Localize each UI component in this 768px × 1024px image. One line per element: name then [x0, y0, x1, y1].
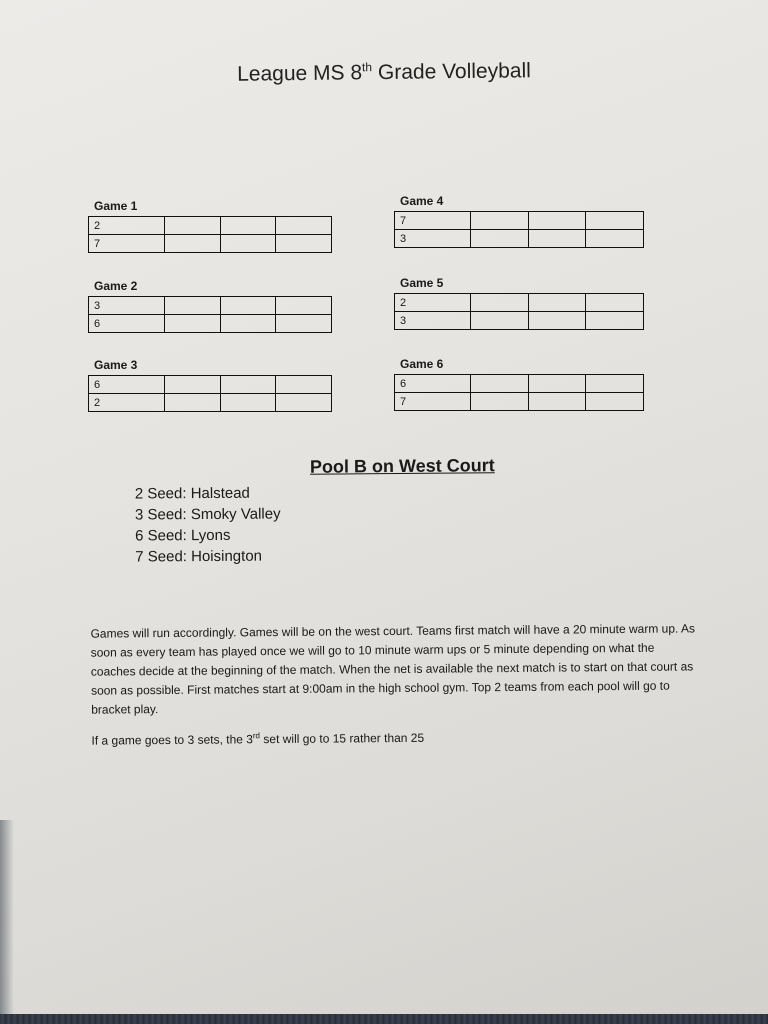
set-score-cell — [586, 230, 644, 248]
seed-list — [135, 482, 281, 567]
seed-item: 6 Seed: Lyons — [135, 526, 231, 545]
set-score-cell — [165, 315, 221, 333]
set-score-cell — [165, 376, 221, 394]
game-label: Game 6 — [400, 357, 444, 371]
set-score-cell — [586, 294, 644, 312]
team-number: 7 — [89, 235, 165, 253]
team-number: 2 — [89, 394, 165, 412]
seed-item: 7 Seed: Hoisington — [135, 547, 263, 566]
set-score-cell — [471, 375, 529, 393]
set-score-cell — [276, 235, 332, 253]
team-row — [395, 294, 644, 312]
third-set-rule — [91, 722, 701, 750]
set-score-cell — [586, 312, 644, 330]
team-number: 7 — [395, 212, 471, 230]
page-title — [0, 55, 768, 89]
game-label: Game 3 — [94, 358, 138, 372]
set-score-cell — [220, 235, 276, 253]
team-row — [89, 315, 332, 333]
page-shadow — [0, 820, 14, 1014]
game-label: Game 1 — [94, 199, 138, 213]
game-2-scorecard — [88, 279, 332, 333]
team-number: 3 — [395, 230, 471, 248]
set-score-cell — [276, 217, 332, 235]
team-number: 3 — [395, 312, 471, 330]
team-row — [89, 217, 332, 235]
score-table — [394, 374, 644, 411]
background-carpet — [0, 1014, 768, 1024]
set-score-cell — [471, 312, 529, 330]
set-score-cell — [528, 312, 586, 330]
team-row — [395, 312, 644, 330]
set-score-cell — [220, 394, 276, 412]
team-row — [395, 393, 644, 411]
score-table — [88, 216, 332, 253]
game-label: Game 2 — [94, 279, 138, 293]
team-row — [89, 235, 332, 253]
game-5-scorecard — [394, 276, 644, 330]
score-table — [88, 296, 332, 333]
set-score-cell — [528, 393, 586, 411]
set-score-cell — [276, 315, 332, 333]
title-main: League MS 8 — [237, 61, 363, 86]
team-number: 3 — [89, 297, 165, 315]
set-score-cell — [220, 297, 276, 315]
set-score-cell — [276, 297, 332, 315]
set-score-cell — [220, 376, 276, 394]
team-row — [395, 375, 644, 393]
game-label: Game 5 — [400, 276, 444, 290]
set-score-cell — [165, 394, 221, 412]
game-label: Game 4 — [400, 194, 444, 208]
set-score-cell — [586, 212, 644, 230]
set-score-cell — [165, 297, 221, 315]
title-rest: Grade Volleyball — [371, 59, 531, 85]
set-score-cell — [528, 212, 586, 230]
set-score-cell — [276, 394, 332, 412]
set-score-cell — [471, 294, 529, 312]
rule-text: set will go to 15 rather than 25 — [259, 730, 425, 747]
score-table — [394, 211, 644, 248]
set-score-cell — [471, 212, 529, 230]
rules-paragraph: Games will run accordingly. Games will be on the west court. Teams first match will have a 20 minute warm up. As soon as every team has played once we will go to 10 minute warm ups or 5 minute depending on what the coaches decide at the beginning of the match. When the net is available the next match is to start on that court as soon as possible. First matches start at 9:00am in the high school gym. Top 2 teams from each pool will go to bracket play. — [90, 621, 696, 717]
rules-section — [90, 619, 701, 750]
set-score-cell — [471, 393, 529, 411]
set-score-cell — [220, 217, 276, 235]
title-superscript: th — [361, 60, 373, 75]
team-row — [89, 297, 332, 315]
team-row — [395, 230, 644, 248]
set-score-cell — [586, 393, 644, 411]
team-number: 6 — [395, 375, 471, 393]
set-score-cell — [276, 376, 332, 394]
team-number: 6 — [89, 376, 165, 394]
set-score-cell — [165, 217, 221, 235]
team-number: 2 — [395, 294, 471, 312]
seed-item: 2 Seed: Halstead — [134, 484, 250, 503]
set-score-cell — [165, 235, 221, 253]
set-score-cell — [586, 375, 644, 393]
set-score-cell — [471, 230, 529, 248]
game-4-scorecard — [394, 194, 644, 248]
rule-text: If a game goes to 3 sets, the 3 — [91, 732, 253, 748]
set-score-cell — [220, 315, 276, 333]
team-number: 2 — [89, 217, 165, 235]
team-number: 6 — [89, 315, 165, 333]
team-row — [89, 376, 332, 394]
team-row — [395, 212, 644, 230]
game-6-scorecard — [394, 357, 644, 411]
team-number: 7 — [395, 393, 471, 411]
pool-heading: Pool B on West Court — [309, 455, 495, 477]
set-score-cell — [528, 375, 586, 393]
set-score-cell — [528, 294, 586, 312]
set-score-cell — [528, 230, 586, 248]
game-1-scorecard — [88, 199, 332, 253]
score-table — [394, 293, 644, 330]
rule-superscript: rd — [252, 731, 261, 741]
game-3-scorecard — [88, 358, 332, 412]
seed-item: 3 Seed: Smoky Valley — [134, 505, 281, 524]
team-row — [89, 394, 332, 412]
score-table — [88, 375, 332, 412]
